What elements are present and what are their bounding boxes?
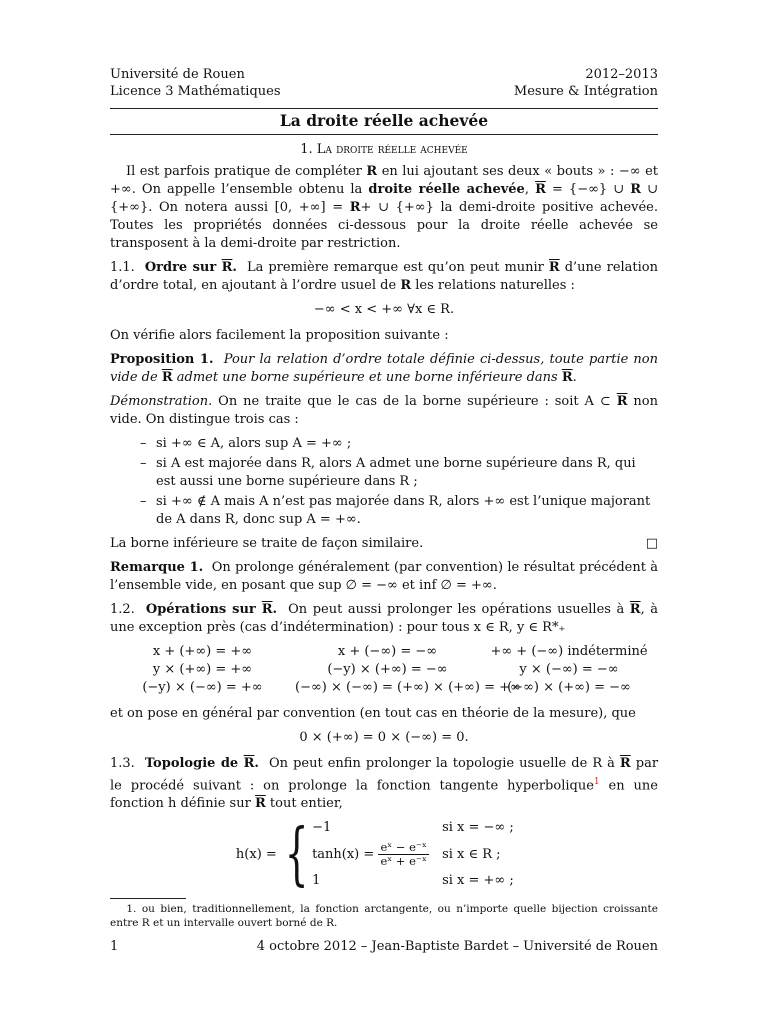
operations-after: et on pose en général par convention (en tout cas en théorie de la mesure), que <box>110 706 636 721</box>
operation-rule: y × (+∞) = +∞ <box>152 662 253 677</box>
order-after: On vérifie alors facilement la proposition suivante : <box>110 328 449 343</box>
tanh-fraction: $\frac{\text{eˣ − e⁻ˣ}}{\text{eˣ + e⁻ˣ}}$ <box>380 840 427 869</box>
header-right <box>514 66 658 100</box>
program-name: Licence 3 Mathématiques <box>110 84 281 99</box>
subsection-topology: 1.3. Topologie de $\overline{R}$. On peut enfin prolonger la topologie usuelle de R à $\overline{R}$ par le procédé suivant : on prolonge la fonction tangente hyperbolique$^1$ en une fonction h définie sur $\overline{R}$ tout entier, <box>110 756 659 812</box>
subsection-order: 1.1. Ordre sur $\overline{R}$. La première remarque est qu’on peut munir $\overline{R}$ d’une relation d’ordre total, en ajoutant à l’ordre usuel de R les relations naturelles : <box>110 260 659 293</box>
academic-year: 2012–2013 <box>585 67 658 82</box>
operation-rule: +∞ + (−∞) indéterminé <box>490 644 648 659</box>
footnote: 1. ou bien, traditionnellement, la fonction arctangente, ou n’importe quelle bijection croissante entre R et un intervalle ouvert borné de R. <box>110 903 658 930</box>
university-name: Université de Rouen <box>110 67 245 82</box>
list-item: – si A est majorée dans R, alors A admet une borne supérieure dans R, qui est aussi une borne supérieure dans R ; <box>156 455 658 491</box>
operation-rule: (−∞) × (−∞) = (+∞) × (+∞) = +∞ <box>295 680 521 695</box>
left-brace-icon: { <box>284 814 309 894</box>
case-value: tanh(x) = $\frac{\text{eˣ − e⁻ˣ}}{\text{eˣ + e⁻ˣ}}$ <box>312 840 427 869</box>
convention-equation: 0 × (+∞) = 0 × (−∞) = 0. <box>299 730 469 745</box>
h-lhs: h(x) = <box>235 846 277 862</box>
header-left <box>110 66 281 100</box>
page-header <box>110 66 658 100</box>
page-number: 1 <box>110 939 119 954</box>
h-cases <box>312 819 532 890</box>
operation-rule: x + (+∞) = +∞ <box>152 644 253 659</box>
case-condition: si x ∈ R ; <box>442 846 501 862</box>
page-body <box>110 66 658 930</box>
remark-1: Remarque 1. On prolonge généralement (par convention) le résultat précédent à l’ensemble vide, en posant que sup ∅ = −∞ et inf ∅ = +∞. <box>110 560 659 593</box>
operation-rule: (−y) × (+∞) = −∞ <box>327 662 448 677</box>
course-name: Mesure & Intégration <box>513 84 658 99</box>
proposition-1: Proposition 1. Pour la relation d’ordre totale définie ci-dessus, toute partie non vide de $\overline{R}$ admet une borne supérieure et une borne inférieure dans $\overline{R}$. <box>110 352 659 385</box>
footnote-rule <box>110 898 186 899</box>
order-equation: −∞ < x < +∞ ∀x ∈ R. <box>313 302 455 317</box>
demonstration-closing: La borne inférieure se traite de façon similaire. □ <box>110 536 658 551</box>
operation-rule: x + (−∞) = −∞ <box>337 644 438 659</box>
case-condition: si x = +∞ ; <box>442 873 514 889</box>
intro-paragraph: Il est parfois pratique de compléter R en lui ajoutant ses deux « bouts » : −∞ et +∞. On appelle l’ensemble obtenu la droite réelle achevée, $\overline{R}$ = {−∞} ∪ R ∪ {+∞}. On notera aussi [0, +∞] = R+ ∪ {+∞} la demi-droite positive achevée. Toutes les propriétés données ci-dessous pour la droite réelle achevée se transposent à la demi-droite par restriction. <box>110 164 659 251</box>
list-item: – si +∞ ∈ A, alors sup A = +∞ ; <box>156 435 658 453</box>
case-value: −1 <box>312 820 332 836</box>
footnote-link[interactable]: 1 <box>593 777 600 787</box>
operation-rule: (−∞) × (+∞) = −∞ <box>507 680 631 695</box>
demonstration: Démonstration. On ne traite que le cas de la borne supérieure : soit A ⊂ $\overline{R}$ non vide. On distingue trois cas : <box>110 394 658 427</box>
qed-square-icon: □ <box>645 536 658 551</box>
h-definition <box>110 814 658 894</box>
document-title: La droite réelle achevée <box>279 111 489 130</box>
case-value: 1 <box>312 873 321 889</box>
page-footer <box>110 939 658 954</box>
operation-rule: (−y) × (−∞) = +∞ <box>142 680 263 695</box>
subsection-operations: 1.2. Opérations sur $\overline{R}$. On peut aussi prolonger les opérations usuelles à $\overline{R}$, à une exception près (cas d’indétermination) : pour tous x ∈ R, y ∈ R*₊ <box>110 602 659 635</box>
operation-rule: y × (−∞) = −∞ <box>519 662 619 677</box>
case-condition: si x = −∞ ; <box>442 820 514 836</box>
operations-table <box>110 643 658 697</box>
demonstration-cases <box>110 435 658 529</box>
title-rule-bottom <box>110 134 658 135</box>
section-heading: 1. La droite réelle achevée <box>300 142 468 157</box>
list-item: – si +∞ ∉ A mais A n’est pas majorée dans R, alors +∞ est l’unique majorant de A dans R, donc sup A = +∞. <box>156 493 658 529</box>
footer-info: 4 octobre 2012 – Jean-Baptiste Bardet – Université de Rouen <box>256 939 658 954</box>
